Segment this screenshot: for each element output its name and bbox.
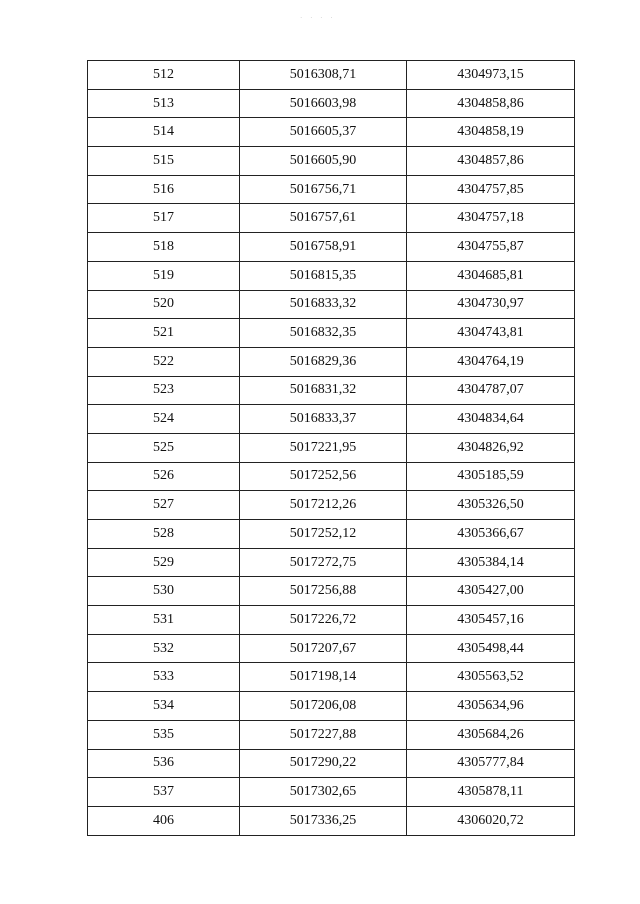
table-row (88, 520, 575, 549)
y-coordinate-cell: 4304858,19 (407, 118, 575, 147)
y-coordinate-cell: 4305878,11 (407, 778, 575, 807)
point-number-cell: 518 (88, 233, 240, 262)
point-number-cell: 524 (88, 405, 240, 434)
y-coordinate-cell: 4304834,64 (407, 405, 575, 434)
point-number-cell: 521 (88, 319, 240, 348)
x-coordinate-cell: 5017252,12 (240, 520, 407, 549)
y-coordinate-cell: 4304743,81 (407, 319, 575, 348)
y-coordinate-cell: 4305634,96 (407, 692, 575, 721)
x-coordinate-cell: 5017198,14 (240, 663, 407, 692)
point-number-cell: 533 (88, 663, 240, 692)
x-coordinate-cell: 5016815,35 (240, 261, 407, 290)
y-coordinate-cell: 4305326,50 (407, 491, 575, 520)
y-coordinate-cell: 4305777,84 (407, 749, 575, 778)
table-row (88, 405, 575, 434)
table-row (88, 577, 575, 606)
table-row (88, 89, 575, 118)
x-coordinate-cell: 5017256,88 (240, 577, 407, 606)
y-coordinate-cell: 4305563,52 (407, 663, 575, 692)
x-coordinate-cell: 5017226,72 (240, 606, 407, 635)
x-coordinate-cell: 5016758,91 (240, 233, 407, 262)
table-row (88, 233, 575, 262)
table-row (88, 720, 575, 749)
x-coordinate-cell: 5017212,26 (240, 491, 407, 520)
point-number-cell: 519 (88, 261, 240, 290)
y-coordinate-cell: 4304826,92 (407, 433, 575, 462)
y-coordinate-cell: 4304858,86 (407, 89, 575, 118)
x-coordinate-cell: 5017336,25 (240, 806, 407, 835)
y-coordinate-cell: 4304685,81 (407, 261, 575, 290)
y-coordinate-cell: 4305384,14 (407, 548, 575, 577)
point-number-cell: 527 (88, 491, 240, 520)
y-coordinate-cell: 4304973,15 (407, 61, 575, 90)
y-coordinate-cell: 4304757,18 (407, 204, 575, 233)
table-row (88, 376, 575, 405)
table-row (88, 491, 575, 520)
point-number-cell: 537 (88, 778, 240, 807)
y-coordinate-cell: 4306020,72 (407, 806, 575, 835)
x-coordinate-cell: 5017227,88 (240, 720, 407, 749)
x-coordinate-cell: 5017302,65 (240, 778, 407, 807)
table-row (88, 806, 575, 835)
table-row (88, 634, 575, 663)
x-coordinate-cell: 5016829,36 (240, 347, 407, 376)
y-coordinate-cell: 4305457,16 (407, 606, 575, 635)
point-number-cell: 531 (88, 606, 240, 635)
table-row (88, 606, 575, 635)
table-row (88, 290, 575, 319)
point-number-cell: 535 (88, 720, 240, 749)
table-row (88, 663, 575, 692)
point-number-cell: 534 (88, 692, 240, 721)
y-coordinate-cell: 4305366,67 (407, 520, 575, 549)
point-number-cell: 406 (88, 806, 240, 835)
point-number-cell: 532 (88, 634, 240, 663)
y-coordinate-cell: 4304730,97 (407, 290, 575, 319)
table-row (88, 778, 575, 807)
point-number-cell: 517 (88, 204, 240, 233)
y-coordinate-cell: 4304857,86 (407, 147, 575, 176)
x-coordinate-cell: 5016605,37 (240, 118, 407, 147)
x-coordinate-cell: 5016605,90 (240, 147, 407, 176)
table-row (88, 319, 575, 348)
y-coordinate-cell: 4304755,87 (407, 233, 575, 262)
table-row (88, 548, 575, 577)
y-coordinate-cell: 4305498,44 (407, 634, 575, 663)
table-row (88, 433, 575, 462)
table-row (88, 347, 575, 376)
point-number-cell: 512 (88, 61, 240, 90)
table-row (88, 462, 575, 491)
point-number-cell: 515 (88, 147, 240, 176)
point-number-cell: 522 (88, 347, 240, 376)
point-number-cell: 530 (88, 577, 240, 606)
point-number-cell: 529 (88, 548, 240, 577)
y-coordinate-cell: 4305427,00 (407, 577, 575, 606)
point-number-cell: 526 (88, 462, 240, 491)
y-coordinate-cell: 4305185,59 (407, 462, 575, 491)
table-row (88, 204, 575, 233)
point-number-cell: 536 (88, 749, 240, 778)
y-coordinate-cell: 4305684,26 (407, 720, 575, 749)
point-number-cell: 520 (88, 290, 240, 319)
x-coordinate-cell: 5016757,61 (240, 204, 407, 233)
point-number-cell: 523 (88, 376, 240, 405)
x-coordinate-cell: 5016833,37 (240, 405, 407, 434)
faint-page-mark: · · · · (300, 14, 336, 22)
table-row (88, 261, 575, 290)
y-coordinate-cell: 4304764,19 (407, 347, 575, 376)
x-coordinate-cell: 5016756,71 (240, 175, 407, 204)
table-row (88, 692, 575, 721)
table-row (88, 749, 575, 778)
point-number-cell: 514 (88, 118, 240, 147)
coordinates-table-body (88, 61, 575, 836)
table-row (88, 118, 575, 147)
point-number-cell: 516 (88, 175, 240, 204)
y-coordinate-cell: 4304757,85 (407, 175, 575, 204)
x-coordinate-cell: 5016832,35 (240, 319, 407, 348)
point-number-cell: 528 (88, 520, 240, 549)
point-number-cell: 525 (88, 433, 240, 462)
coordinates-table (87, 60, 575, 836)
y-coordinate-cell: 4304787,07 (407, 376, 575, 405)
table-row (88, 175, 575, 204)
table-row (88, 147, 575, 176)
x-coordinate-cell: 5016308,71 (240, 61, 407, 90)
x-coordinate-cell: 5017290,22 (240, 749, 407, 778)
x-coordinate-cell: 5016833,32 (240, 290, 407, 319)
x-coordinate-cell: 5017221,95 (240, 433, 407, 462)
point-number-cell: 513 (88, 89, 240, 118)
x-coordinate-cell: 5017272,75 (240, 548, 407, 577)
table-row (88, 61, 575, 90)
x-coordinate-cell: 5016831,32 (240, 376, 407, 405)
x-coordinate-cell: 5017252,56 (240, 462, 407, 491)
x-coordinate-cell: 5016603,98 (240, 89, 407, 118)
x-coordinate-cell: 5017206,08 (240, 692, 407, 721)
x-coordinate-cell: 5017207,67 (240, 634, 407, 663)
